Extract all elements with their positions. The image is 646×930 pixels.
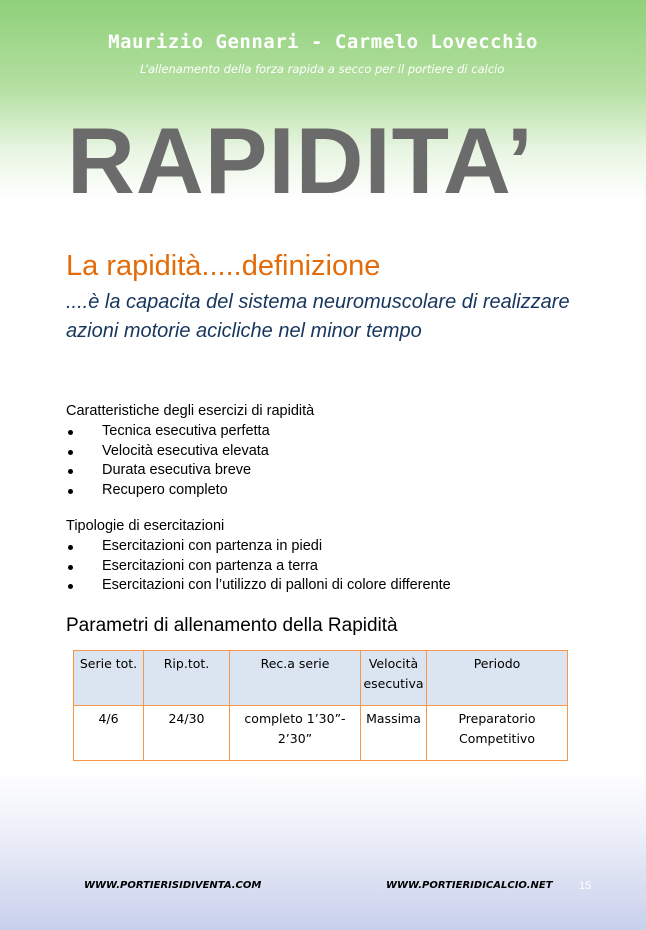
footer-link-left[interactable]: WWW.PORTIERISIDIVENTA.COM: [84, 880, 262, 891]
page-title: RAPIDITA’: [67, 108, 534, 213]
table-cell: 4/6: [74, 706, 144, 761]
footer-link-right[interactable]: WWW.PORTIERIDICALCIO.NET: [386, 880, 553, 891]
list-item: Velocità esecutiva elevata: [66, 442, 270, 462]
table-cell: Preparatorio Competitivo: [427, 706, 568, 761]
definition-text: ....è la capacita del sistema neuromuscolare di realizzare azioni motorie acicliche nel minor tempo: [66, 291, 570, 342]
book-subtitle: L’allenamento della forza rapida a secco per il portiere di calcio: [140, 62, 505, 76]
table-row: [74, 706, 568, 761]
list-item: Esercitazioni con partenza a terra: [66, 557, 451, 577]
column-header: Serie tot.: [74, 651, 144, 706]
column-header: Periodo: [427, 651, 568, 706]
page-number: 15: [579, 880, 592, 892]
characteristics-list: [66, 422, 270, 500]
table-cell: completo 1’30”- 2’30”: [230, 706, 361, 761]
column-header: Rec.a serie: [230, 651, 361, 706]
parameters-heading: Parametri di allenamento della Rapidità: [66, 615, 398, 636]
list-item: Durata esecutiva breve: [66, 461, 270, 481]
typologies-title: Tipologie di esercitazioni: [66, 518, 225, 534]
characteristics-title: Caratteristiche degli esercizi di rapidità: [66, 403, 315, 419]
list-item: Esercitazioni con partenza in piedi: [66, 537, 451, 557]
list-item: Esercitazioni con l’utilizzo di palloni di colore differente: [66, 576, 451, 596]
column-header: Rip.tot.: [144, 651, 230, 706]
list-item: Tecnica esecutiva perfetta: [66, 422, 270, 442]
definition-heading: La rapidità.....definizione: [66, 250, 381, 282]
table-cell: 24/30: [144, 706, 230, 761]
table-header-row: [74, 651, 568, 706]
typologies-list: [66, 537, 451, 596]
table-cell: Massima: [361, 706, 427, 761]
list-item: Recupero completo: [66, 481, 270, 501]
authors-header: Maurizio Gennari - Carmelo Lovecchio: [108, 31, 538, 53]
parameters-table: [73, 650, 568, 761]
column-header: Velocità esecutiva: [361, 651, 427, 706]
